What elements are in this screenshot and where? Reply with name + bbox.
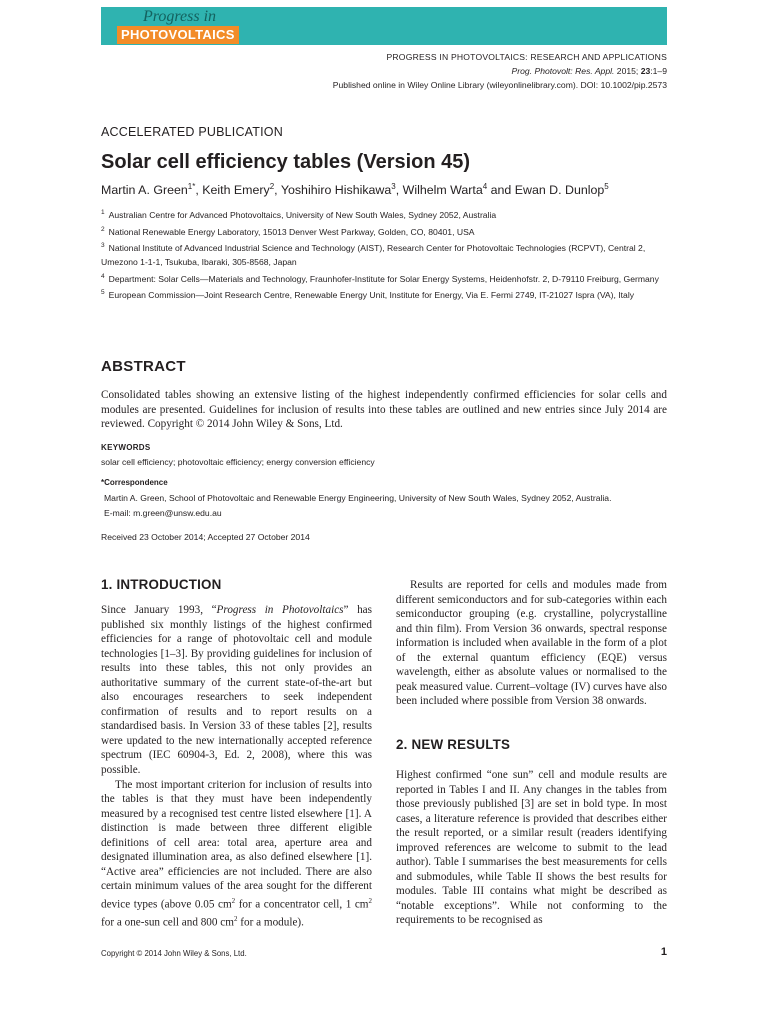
left-column (101, 603, 372, 931)
results-paragraph-1: Highest confirmed “one sun” cell and module results are reported in Tables I and II. Any changes in the tables from those previously published [3] are set in bold type. In most cases, a literature reference is provided that describes either the result reported, or a similar result (readers identifying improved references are welcome to submit to the lead author). Table I summarises the best measurements for cells and submodules, while Table II shows the best results for modules. Table III contains what might be described as “notable exceptions”. While not conforming to the requirements to be recognised as (396, 769, 667, 927)
correspondence-text (104, 491, 611, 520)
author-separator: , (274, 183, 281, 198)
intro-paragraph-1 (101, 603, 372, 778)
received-dates: Received 23 October 2014; Accepted 27 October 2014 (101, 532, 310, 542)
affiliation-text: National Renewable Energy Laboratory, 15013 Denver West Parkway, Golden, CO, 80401, USA (108, 226, 475, 237)
affiliation-num: 3 (101, 242, 105, 250)
publication-type: ACCELERATED PUBLICATION (101, 125, 283, 139)
text-span: Since January 1993, “ (101, 604, 217, 616)
affiliation-num: 4 (101, 272, 105, 280)
citation-pages: :1–9 (650, 66, 667, 76)
citation (333, 64, 667, 78)
author-sup: 1* (187, 182, 196, 191)
author-separator: and (487, 183, 515, 198)
affiliation-text: Australian Centre for Advanced Photovoltaics, University of New South Wales, Sydney 2052, Australia (108, 209, 497, 220)
text-span: ” has published six monthly listings of the highest confirmed efficiencies for a range of photovoltaic cell and module technologies [1–3]. By providing guidelines for inclusion of results into these tables, this not only provides an authoritative summary of the current state-of-the-art but also encourages researchers to seek independent confirmation of results and to report results on a standardised basis. In Version 33 of these tables [2], results were updated to the new internationally accepted reference spectrum (IEC 60904-3, Ed. 2, 2008), where this was possible. (101, 604, 372, 777)
keywords-text: solar cell efficiency; photovoltaic efficiency; energy conversion efficiency (101, 457, 375, 467)
affiliation-text: National Institute of Advanced Industrial Science and Technology (AIST), Research Center for Photovoltaic Technologies (RCPVT), Central 2, Umezono 1-1-1, Tsukuba, Ibaraki, 305-8568, Japan (101, 243, 646, 267)
author: Keith Emery (202, 183, 270, 198)
text-span: for a one-sun cell and 800 cm (101, 916, 234, 929)
author: Yoshihiro Hishikawa (280, 183, 392, 198)
intro-paragraph-3: Results are reported for cells and modules made from different semiconductors and for sub-categories within each semiconductor grouping (e.g. crystalline, polycrystalline and thin film). From Version 36 onwards, spectral response information is included when available in the form of a plot of the external quantum efficiency (EQE) versus wavelength, either as absolute values or normalised to the peak measured value. Current–voltage (IV) curves have also been included where possible from Version 38 onwards. (396, 579, 667, 708)
affiliation-num: 2 (101, 225, 105, 233)
author-list (101, 182, 609, 197)
correspondence-address: Martin A. Green, School of Photovoltaic and Renewable Energy Engineering, University of New South Wales, Sydney 2052, Australia. (104, 493, 612, 503)
section-heading-introduction: 1. INTRODUCTION (101, 577, 222, 592)
citation-journal: Prog. Photovolt: Res. Appl. (511, 66, 615, 76)
keywords-heading: KEYWORDS (101, 443, 151, 452)
journal-info (333, 50, 667, 92)
text-span: The most important criterion for inclusion of results into the tables is that they must have been independently measured by a recognised test centre listed elsewhere [1]. A distinction is made between three different eligible definitions of cell area: total area, aperture area and designated illumination area, as also defined elsewhere [1]. “Active area” efficiencies are not included. There are also certain minimum values of the area sought for the different device types (above 0.05 cm (101, 778, 372, 911)
logo-line2: PHOTOVOLTAICS (117, 26, 239, 44)
right-column-top (396, 578, 667, 709)
author-sup: 3 (391, 182, 396, 191)
intro-paragraph-2 (101, 778, 372, 931)
citation-volume: 23 (640, 66, 651, 76)
journal-name-italic: Progress in Photovoltaics (216, 604, 344, 616)
correspondence-heading: *Correspondence (101, 478, 168, 487)
affiliation (101, 206, 671, 223)
page-number: 1 (660, 946, 667, 958)
superscript: 2 (368, 896, 373, 905)
affiliation (101, 270, 671, 287)
article-title: Solar cell efficiency tables (Version 45) (101, 151, 471, 173)
author-sup: 4 (482, 182, 488, 191)
author-separator: , (195, 183, 203, 198)
superscript: 2 (231, 896, 236, 905)
affiliation-num: 5 (101, 289, 105, 297)
affiliation-text: Department: Solar Cells—Materials and Technology, Fraunhofer-Institute for Solar Energy Systems, Heidenhofstr. 2, D-79110 Freiburg, Germany (108, 273, 659, 284)
author-separator: , (395, 183, 403, 198)
journal-banner (101, 7, 667, 45)
affiliation-text: European Commission—Joint Research Centre, Renewable Energy Unit, Institute for Energy, Via E. Fermi 2749, IT-21027 Ispra (VA), Italy (108, 290, 635, 301)
right-column-bottom (396, 768, 667, 928)
footer-copyright: Copyright © 2014 John Wiley & Sons, Ltd. (101, 949, 247, 958)
logo-line1: Progress in (143, 8, 217, 25)
author: Wilhelm Warta (402, 183, 483, 198)
abstract-heading: ABSTRACT (101, 358, 186, 375)
journal-name: PROGRESS IN PHOTOVOLTAICS: RESEARCH AND APPLICATIONS (386, 52, 667, 62)
author-sup: 5 (604, 182, 609, 191)
author: Ewan D. Dunlop (514, 183, 605, 198)
correspondence-email[interactable]: E-mail: m.green@unsw.edu.au (104, 507, 222, 518)
text-span: for a module). (237, 916, 304, 929)
author-sup: 2 (269, 182, 275, 191)
section-heading-new-results: 2. NEW RESULTS (396, 737, 511, 752)
affiliation (101, 223, 671, 240)
superscript: 2 (233, 915, 238, 924)
affiliations (101, 206, 671, 303)
published-line: Published online in Wiley Online Library (wileyonlinelibrary.com). DOI: 10.1002/pip.2573 (332, 80, 667, 90)
affiliation (101, 239, 671, 269)
affiliation (101, 286, 671, 303)
text-span: for a concentrator cell, 1 cm (235, 898, 369, 911)
citation-year: 2015; (614, 66, 641, 76)
journal-logo (117, 10, 239, 44)
author: Martin A. Green (101, 183, 188, 198)
abstract-text: Consolidated tables showing an extensive listing of the highest independently confirmed efficiencies for solar cells and modules are presented. Guidelines for inclusion of results into these tables are outlined and new entries since July 2014 are reviewed. Copyright © 2014 John Wiley & Sons, Ltd. (101, 389, 667, 430)
affiliation-num: 1 (101, 209, 105, 216)
